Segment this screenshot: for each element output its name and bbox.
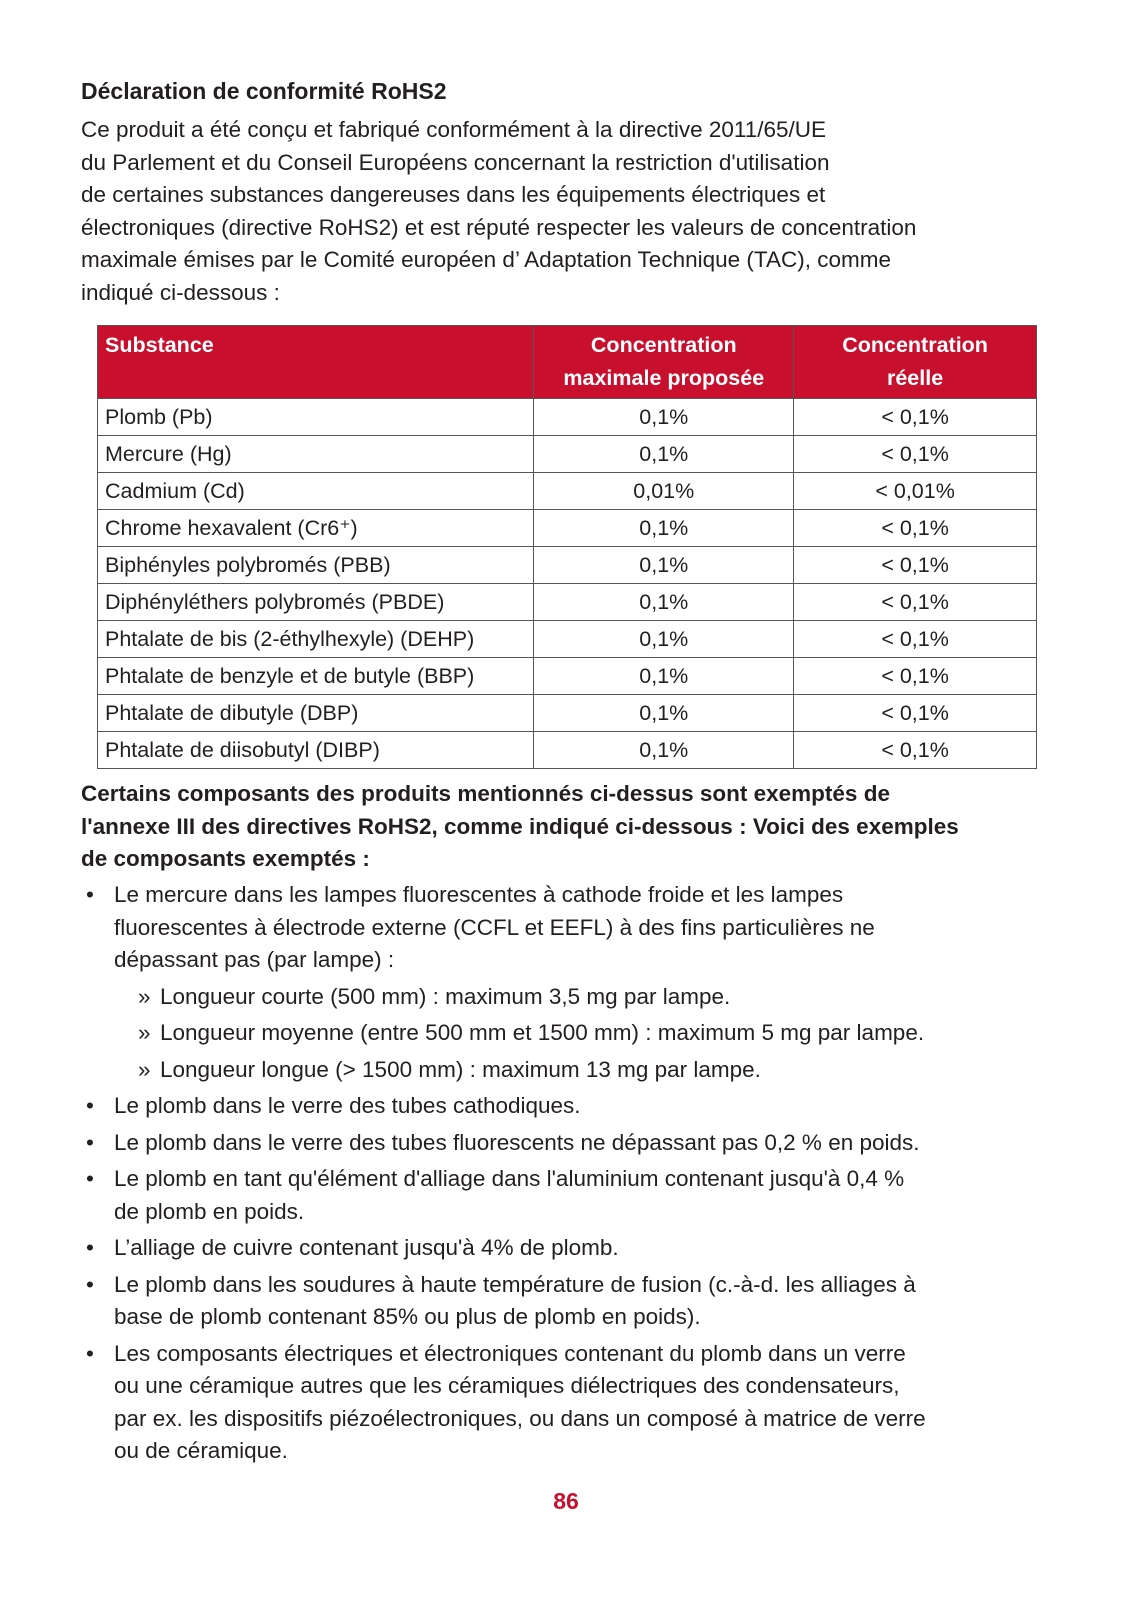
intro-line: Ce produit a été conçu et fabriqué conformément à la directive 2011/65/UE (81, 117, 827, 142)
header-max-concentration (534, 326, 794, 399)
cell-substance: Phtalate de diisobutyl (DIBP) (98, 732, 534, 769)
table-row (98, 695, 1037, 732)
header-real-concentration (794, 326, 1037, 399)
list-item (81, 1269, 1061, 1334)
list-item-line: de plomb en poids. (114, 1198, 305, 1224)
list-item-line: Les composants électriques et électroniques contenant du plomb dans un verre (114, 1340, 906, 1366)
list-item (81, 1232, 1061, 1265)
exemption-heading-line: Certains composants des produits mentionnés ci-dessus sont exemptés de (81, 781, 890, 806)
table-row (98, 436, 1037, 473)
list-item-line: dépassant pas (par lampe) : (114, 947, 395, 972)
list-item-line: Le mercure dans les lampes fluorescentes à cathode froide et les lampes (114, 882, 844, 907)
cell-real: < 0,01% (794, 473, 1037, 510)
cell-substance: Phtalate de dibutyle (DBP) (98, 695, 534, 732)
intro-line: indiqué ci-dessous : (81, 279, 280, 305)
cell-max: 0,01% (534, 473, 794, 510)
sub-list-item (114, 1017, 1061, 1050)
cell-real: < 0,1% (794, 399, 1037, 436)
header-substance-label: Substance (105, 333, 214, 357)
table-row (98, 399, 1037, 436)
sub-list-item (114, 1054, 1061, 1087)
cell-substance: Cadmium (Cd) (98, 473, 534, 510)
cell-max: 0,1% (534, 695, 794, 732)
table-row (98, 473, 1037, 510)
header-real-line2: réelle (886, 366, 944, 390)
table-row (98, 547, 1037, 584)
page-title: Déclaration de conformité RoHS2 (81, 78, 447, 104)
list-item (81, 1338, 1061, 1468)
list-item (81, 1163, 1061, 1228)
page-content (81, 76, 1051, 1463)
cell-real: < 0,1% (794, 584, 1037, 621)
cell-substance: Plomb (Pb) (98, 399, 534, 436)
sub-list-item-text: Longueur courte (500 mm) : maximum 3,5 mg par lampe. (160, 983, 731, 1009)
cell-substance: Chrome hexavalent (Cr6⁺) (98, 510, 534, 547)
bullet-icon: • (86, 1166, 94, 1191)
cell-substance: Phtalate de benzyle et de butyle (BBP) (98, 658, 534, 695)
cell-real: < 0,1% (794, 658, 1037, 695)
exemption-list (81, 879, 1061, 1472)
bullet-icon: • (86, 1235, 94, 1260)
bullet-icon: • (86, 1340, 94, 1366)
exemption-heading-line: de composants exemptés : (81, 846, 370, 871)
sub-list-item-text: Longueur moyenne (entre 500 mm et 1500 mm) : maximum 5 mg par lampe. (160, 1020, 925, 1045)
bullet-icon: • (86, 1271, 94, 1297)
header-max-line2: maximale proposée (563, 366, 765, 390)
intro-paragraph (81, 114, 1051, 309)
list-item-line: base de plomb contenant 85% ou plus de plomb en poids). (114, 1304, 701, 1329)
cell-max: 0,1% (534, 436, 794, 473)
bullet-icon: • (86, 1129, 94, 1155)
bullet-icon: • (86, 882, 94, 907)
cell-max: 0,1% (534, 621, 794, 658)
list-item (81, 1090, 1061, 1123)
list-item-line: Le plomb dans les soudures à haute température de fusion (c.-à-d. les alliages à (114, 1271, 916, 1297)
list-item-line: fluorescentes à électrode externe (CCFL et EEFL) à des fins particulières ne (114, 914, 875, 940)
header-substance (98, 326, 534, 399)
list-item-line: Le plomb dans le verre des tubes fluorescents ne dépassant pas 0,2 % en poids. (114, 1129, 920, 1155)
intro-line: électroniques (directive RoHS2) et est réputé respecter les valeurs de concentration (81, 214, 917, 240)
cell-max: 0,1% (534, 732, 794, 769)
cell-max: 0,1% (534, 399, 794, 436)
chevron-right-icon: » (138, 983, 151, 1009)
header-real-line1: Concentration (842, 333, 988, 357)
header-max-line1: Concentration (590, 333, 737, 357)
sub-list-item (114, 981, 1061, 1014)
cell-real: < 0,1% (794, 621, 1037, 658)
exemption-heading-line: l'annexe III des directives RoHS2, comme indiqué ci-dessous : Voici des exemples (81, 813, 959, 839)
list-item-line: ou de céramique. (114, 1438, 288, 1463)
list-item-line: ou une céramique autres que les céramiques diélectriques des condensateurs, (114, 1373, 900, 1398)
cell-substance: Biphényles polybromés (PBB) (98, 547, 534, 584)
cell-substance: Mercure (Hg) (98, 436, 534, 473)
list-item (81, 1127, 1061, 1160)
cell-real: < 0,1% (794, 732, 1037, 769)
cell-real: < 0,1% (794, 547, 1037, 584)
table-header-row (98, 326, 1037, 399)
cell-max: 0,1% (534, 510, 794, 547)
list-item-line: L’alliage de cuivre contenant jusqu'à 4% de plomb. (114, 1235, 619, 1260)
table-row (98, 510, 1037, 547)
cell-real: < 0,1% (794, 510, 1037, 547)
exemption-heading (81, 778, 1051, 876)
cell-substance: Diphényléthers polybromés (PBDE) (98, 584, 534, 621)
list-item-line: Le plomb dans le verre des tubes cathodiques. (114, 1093, 581, 1118)
intro-line: maximale émises par le Comité européen d’ Adaptation Technique (TAC), comme (81, 247, 891, 272)
list-item-line: Le plomb en tant qu'élément d'alliage dans l'aluminium contenant jusqu'à 0,4 % (114, 1166, 905, 1191)
bullet-icon: • (86, 1093, 94, 1118)
table-row (98, 658, 1037, 695)
cell-max: 0,1% (534, 658, 794, 695)
cell-max: 0,1% (534, 547, 794, 584)
intro-line: de certaines substances dangereuses dans les équipements électriques et (81, 182, 826, 207)
list-item-line: par ex. les dispositifs piézoélectroniques, ou dans un composé à matrice de verre (114, 1405, 926, 1431)
chevron-right-icon: » (138, 1020, 151, 1045)
substance-table (97, 325, 1037, 769)
page-number: 86 (553, 1488, 579, 1514)
cell-max: 0,1% (534, 584, 794, 621)
table-row (98, 584, 1037, 621)
intro-line: du Parlement et du Conseil Européens concernant la restriction d'utilisation (81, 149, 830, 175)
cell-real: < 0,1% (794, 436, 1037, 473)
list-item (81, 879, 1061, 1086)
table-row (98, 732, 1037, 769)
cell-real: < 0,1% (794, 695, 1037, 732)
chevron-right-icon: » (138, 1056, 151, 1082)
table-row (98, 621, 1037, 658)
sub-list-item-text: Longueur longue (> 1500 mm) : maximum 13 mg par lampe. (160, 1056, 761, 1082)
sub-list (114, 981, 1061, 1087)
cell-substance: Phtalate de bis (2-éthylhexyle) (DEHP) (98, 621, 534, 658)
